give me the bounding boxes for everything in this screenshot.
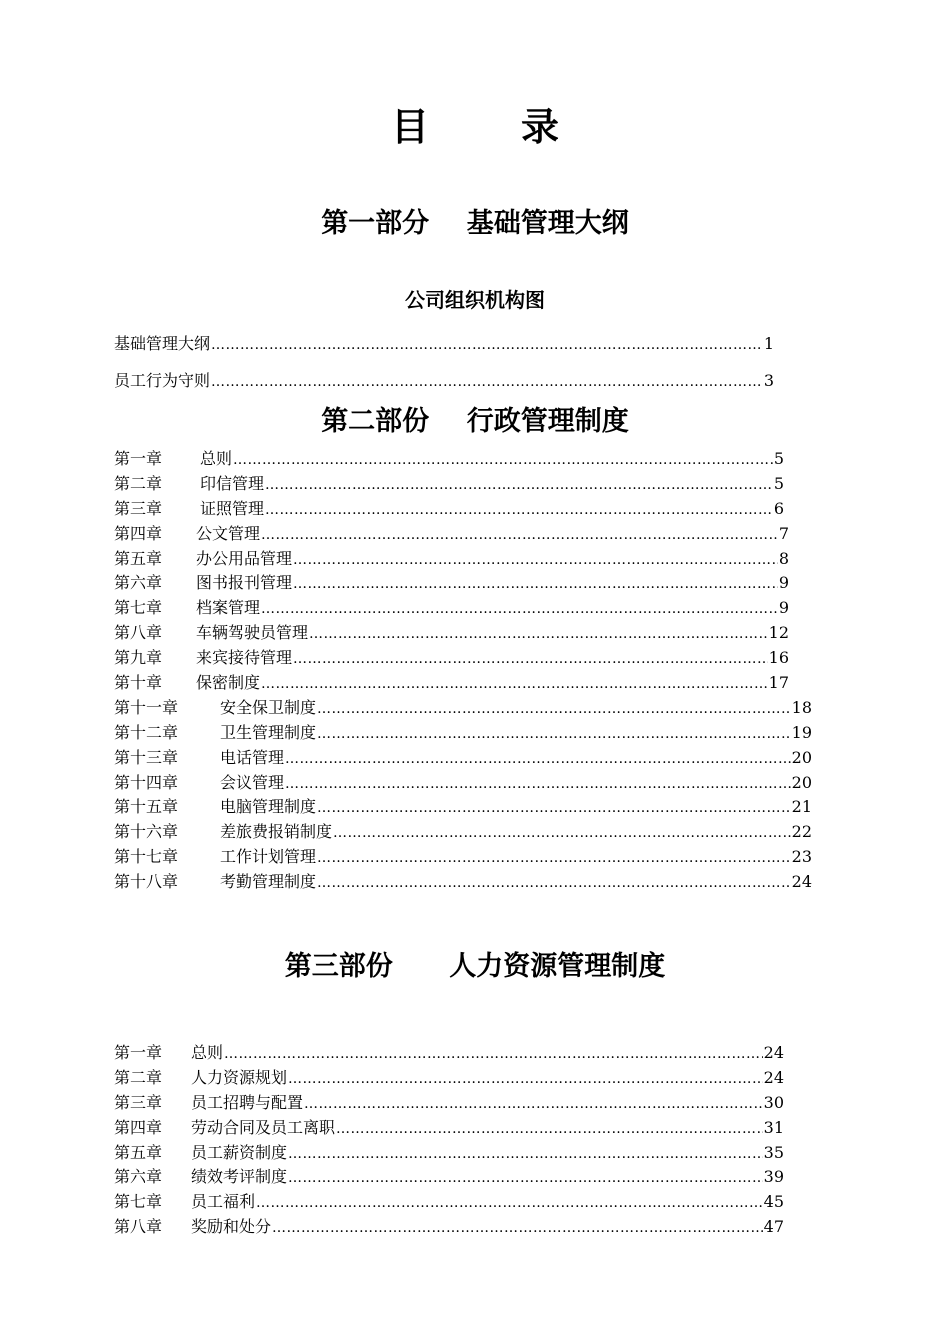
toc-page-number: 20 [791, 772, 812, 792]
toc-title: 证照管理 [200, 498, 265, 518]
toc-chapter: 第七章 [114, 1192, 163, 1212]
toc-title: 档案管理 [196, 598, 261, 618]
toc-title: 图书报刊管理 [196, 573, 293, 593]
toc-chapter: 第十八章 [114, 872, 179, 892]
toc-page-number: 16 [768, 648, 789, 668]
toc-title: 车辆驾驶员管理 [196, 623, 309, 643]
toc-entry [114, 771, 812, 796]
toc-entry [114, 845, 812, 870]
toc-title: 保密制度 [196, 673, 261, 693]
toc-chapter: 第三章 [114, 498, 163, 518]
toc-leader-dots [285, 747, 791, 772]
toc-title: 差旅费报销制度 [220, 822, 333, 842]
toc-page-number: 21 [791, 797, 812, 817]
toc-leader-dots [317, 697, 791, 722]
toc-entry [114, 1116, 784, 1141]
part3-heading: 第三部份 人力资源管理制度 [284, 951, 666, 982]
toc-chapter: 第十四章 [114, 772, 179, 792]
toc-chapter: 第七章 [114, 598, 163, 618]
toc-leader-dots [224, 1042, 763, 1067]
toc-leader-dots [261, 523, 778, 548]
toc-page-number: 31 [763, 1117, 784, 1137]
toc-entry [114, 746, 812, 771]
toc-entry [114, 1215, 784, 1240]
page-title-left: 目 [390, 105, 429, 149]
toc-chapter: 第十二章 [114, 722, 179, 742]
toc-title: 考勤管理制度 [220, 872, 317, 892]
toc-title: 员工福利 [191, 1192, 256, 1212]
toc-title: 奖励和处分 [191, 1217, 272, 1237]
part1-toc [114, 325, 774, 399]
toc-chapter: 第十七章 [114, 847, 179, 867]
toc-chapter: 第一章 [114, 449, 163, 468]
toc-page-number: 23 [791, 847, 812, 867]
toc-page-number: 45 [763, 1192, 784, 1212]
toc-page-number: 24 [791, 872, 812, 892]
toc-chapter: 第四章 [114, 523, 163, 543]
toc-chapter: 第六章 [114, 573, 163, 593]
toc-leader-dots [317, 722, 791, 747]
toc-chapter: 第十五章 [114, 797, 179, 817]
part1-subheading: 公司组织机构图 [405, 288, 545, 312]
toc-page-number: 35 [763, 1142, 784, 1162]
toc-chapter: 第十章 [114, 673, 163, 693]
toc-page-number: 20 [791, 747, 812, 767]
toc-page-number: 19 [791, 722, 812, 742]
toc-entry [114, 1165, 784, 1190]
toc-chapter: 第十三章 [114, 747, 179, 767]
toc-entry [114, 596, 789, 621]
toc-title: 工作计划管理 [220, 847, 317, 867]
toc-page-number: 1 [763, 334, 774, 353]
toc-page-number: 12 [768, 623, 789, 643]
toc-title: 绩效考评制度 [191, 1167, 288, 1187]
toc-leader-dots [309, 622, 768, 647]
toc-title: 员工薪资制度 [191, 1142, 288, 1162]
toc-leader-dots [317, 846, 791, 871]
toc-leader-dots [293, 647, 768, 672]
toc-entry [114, 1091, 784, 1116]
toc-chapter: 第八章 [114, 1217, 163, 1237]
toc-page-number: 7 [778, 523, 789, 543]
toc-leader-dots [288, 1067, 763, 1092]
toc-chapter: 第三章 [114, 1092, 163, 1112]
toc-page-number: 9 [778, 598, 789, 618]
toc-page-number: 24 [763, 1067, 784, 1087]
toc-page-number: 17 [768, 673, 789, 693]
toc-page-number: 5 [773, 449, 784, 468]
toc-leader-dots [317, 871, 791, 896]
toc-entry [114, 795, 812, 820]
toc-title: 印信管理 [200, 473, 265, 493]
toc-leader-dots [333, 821, 791, 846]
toc-chapter: 第一章 [114, 1043, 163, 1062]
toc-title: 基础管理大纲 [114, 334, 211, 353]
toc-leader-dots [293, 572, 778, 597]
toc-page-number: 47 [763, 1217, 784, 1237]
toc-entry [114, 362, 774, 399]
toc-leader-dots [256, 1191, 763, 1216]
toc-page-number: 39 [763, 1167, 784, 1187]
toc-entry [114, 447, 784, 472]
toc-chapter: 第二章 [114, 1067, 163, 1087]
toc-entry [114, 571, 789, 596]
toc-entry [114, 696, 812, 721]
toc-title: 电话管理 [220, 747, 285, 767]
toc-page-number: 22 [791, 822, 812, 842]
toc-page-number: 3 [763, 371, 774, 390]
toc-title: 员工行为守则 [114, 371, 211, 390]
toc-leader-dots [233, 448, 773, 473]
toc-leader-dots [285, 772, 791, 797]
toc-chapter: 第四章 [114, 1117, 163, 1137]
toc-title: 劳动合同及员工离职 [191, 1117, 336, 1137]
toc-leader-dots [211, 364, 763, 401]
toc-leader-dots [293, 548, 778, 573]
toc-page-number: 24 [763, 1043, 784, 1062]
toc-page-number: 30 [763, 1092, 784, 1112]
toc-leader-dots [265, 498, 773, 523]
toc-entry [114, 646, 789, 671]
toc-entry [114, 820, 812, 845]
toc-page-number: 5 [773, 473, 784, 493]
toc-entry [114, 497, 784, 522]
toc-chapter: 第六章 [114, 1167, 163, 1187]
toc-title: 公文管理 [196, 523, 261, 543]
toc-title: 人力资源规划 [191, 1067, 288, 1087]
toc-entry [114, 870, 812, 895]
toc-title: 办公用品管理 [196, 548, 293, 568]
toc-title: 来宾接待管理 [196, 648, 293, 668]
toc-title: 会议管理 [220, 772, 285, 792]
toc-entry [114, 1041, 784, 1066]
toc-chapter: 第五章 [114, 548, 163, 568]
toc-entry [114, 671, 789, 696]
page-title-right: 录 [521, 105, 560, 149]
toc-leader-dots [288, 1142, 763, 1167]
toc-leader-dots [261, 597, 778, 622]
toc-page-number: 6 [773, 498, 784, 518]
toc-chapter: 第五章 [114, 1142, 163, 1162]
toc-chapter: 第九章 [114, 648, 163, 668]
toc-chapter: 第二章 [114, 473, 163, 493]
toc-page-number: 8 [778, 548, 789, 568]
toc-title: 总则 [191, 1043, 224, 1062]
toc-title: 员工招聘与配置 [191, 1092, 304, 1112]
toc-page-number: 9 [778, 573, 789, 593]
toc-chapter: 第十六章 [114, 822, 179, 842]
part2-heading: 第二部份 行政管理制度 [321, 406, 629, 437]
toc-entry [114, 721, 812, 746]
toc-leader-dots [272, 1216, 763, 1241]
toc-page-number: 18 [791, 697, 812, 717]
toc-entry [114, 1190, 784, 1215]
toc-leader-dots [336, 1117, 763, 1142]
toc-leader-dots [288, 1166, 763, 1191]
toc-chapter: 第十一章 [114, 697, 179, 717]
toc-entry [114, 522, 789, 547]
part1-heading: 第一部分 基础管理大纲 [321, 208, 629, 239]
part3-toc [114, 1041, 784, 1240]
toc-leader-dots [265, 473, 773, 498]
toc-leader-dots [211, 327, 763, 364]
toc-entry [114, 1066, 784, 1091]
toc-chapter: 第八章 [114, 623, 163, 643]
toc-leader-dots [317, 796, 791, 821]
toc-title: 电脑管理制度 [220, 797, 317, 817]
toc-title: 卫生管理制度 [220, 722, 317, 742]
toc-entry [114, 472, 784, 497]
toc-entry [114, 325, 774, 362]
toc-entry [114, 621, 789, 646]
toc-leader-dots [304, 1092, 763, 1117]
toc-leader-dots [261, 672, 768, 697]
toc-entry [114, 1141, 784, 1166]
page-title [0, 104, 950, 150]
toc-title: 安全保卫制度 [220, 697, 317, 717]
toc-entry [114, 547, 789, 572]
toc-title: 总则 [200, 449, 233, 468]
